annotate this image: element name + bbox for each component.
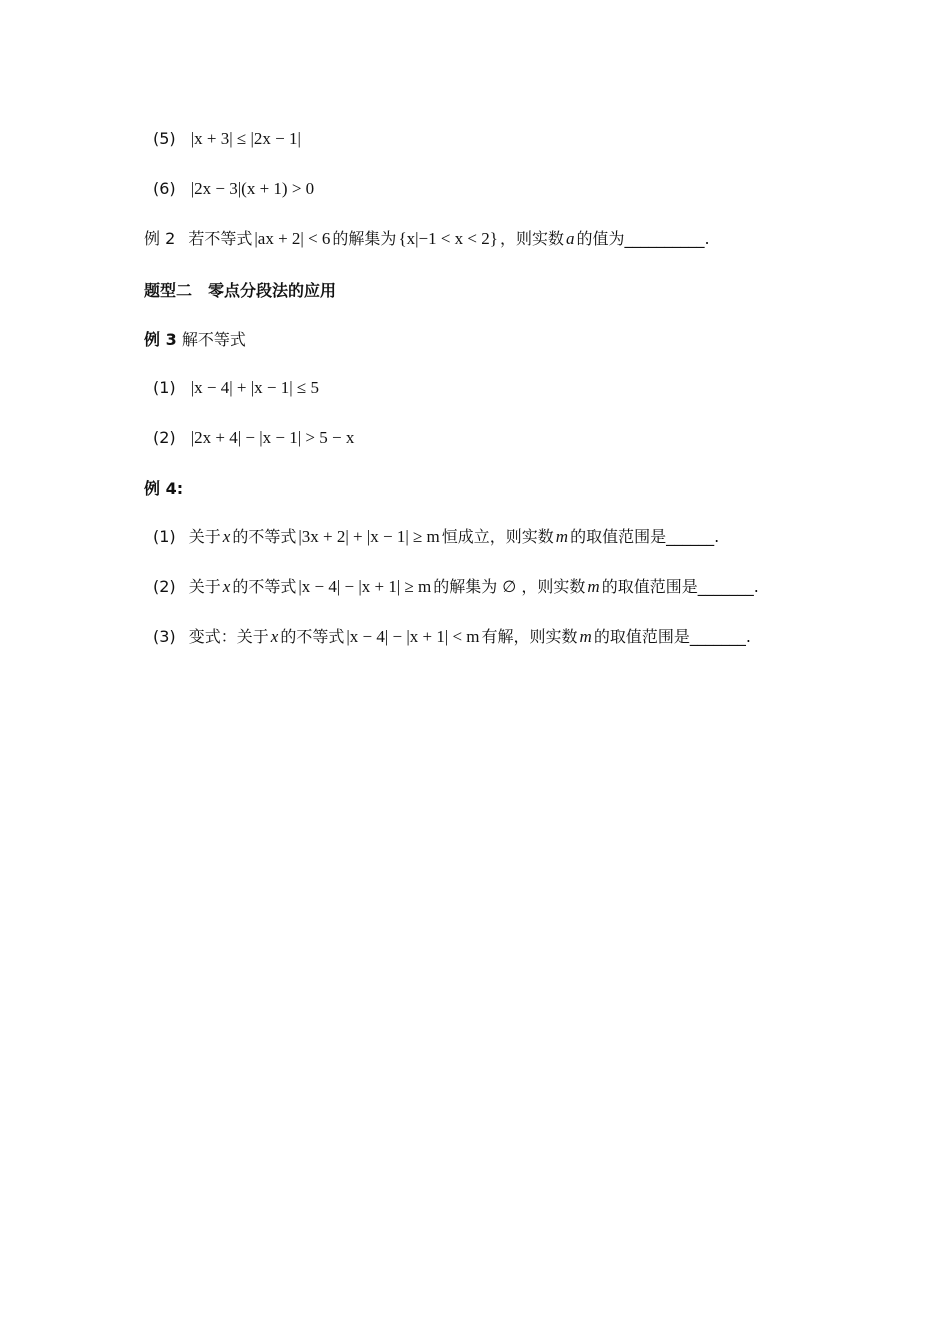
example-label: 例 2 [144,229,176,248]
math-variable: m [579,627,592,646]
example-label: 例 3 [144,330,177,349]
math-variable: x [270,627,279,646]
example-2 [144,227,710,251]
math-expression: |ax + 2| < 6 [254,229,331,248]
example-3-item-1 [153,376,321,400]
item-text: 恒成立，则实数 [441,527,554,546]
example-3-item-2 [153,426,356,450]
example-4-heading: 例 4: [144,479,184,498]
math-expression: |x + 3| ≤ |2x − 1| [190,129,301,148]
item-label: (2) [153,577,176,596]
math-expression: |x − 4| − |x + 1| < m [346,627,480,646]
example-text: 的值为__________. [576,229,710,248]
item-text: 关于 [188,577,221,596]
item-label: (2) [153,428,176,447]
example-3-heading [144,328,246,352]
item-text: 的不等式 [232,577,297,596]
item-text: 的取值范围是_______. [593,627,751,646]
item-label: (1) [153,378,176,397]
math-expression: |2x − 3|(x + 1) > 0 [190,179,315,198]
math-variable: x [222,577,231,596]
problem-6 [153,177,316,201]
math-expression: |x − 4| + |x − 1| ≤ 5 [190,378,319,397]
item-label: (5) [153,129,176,148]
math-expression: |2x + 4| − |x − 1| > 5 − x [190,428,355,447]
math-expression: |3x + 2| + |x − 1| ≥ m [298,527,440,546]
item-label: (3) [153,627,176,646]
item-text: 关于 [188,527,221,546]
item-text: 的不等式 [280,627,345,646]
problem-5 [153,127,303,151]
item-text: 的取值范围是_______. [601,577,759,596]
example-text: 解不等式 [181,330,246,349]
math-expression: |x − 4| − |x + 1| ≥ m [298,577,432,596]
item-text: 的不等式 [232,527,297,546]
math-expression: {x|−1 < x < 2} [398,229,498,248]
example-text: 若不等式 [188,229,253,248]
item-text: 的取值范围是______. [570,527,720,546]
example-4-item-3 [153,625,751,649]
math-variable: x [222,527,231,546]
item-text: 有解，则实数 [481,627,578,646]
section-title: 题型二 零点分段法的应用 [144,281,337,300]
math-variable: a [565,229,575,248]
example-text: ，则实数 [499,229,564,248]
math-variable: m [555,527,569,546]
example-4-item-2 [153,575,759,599]
item-text: 的解集为 ∅ ，则实数 [433,577,586,596]
item-text: 变式：关于 [188,627,269,646]
example-4-item-1 [153,525,719,549]
item-label: (1) [153,527,176,546]
math-variable: m [587,577,600,596]
item-label: (6) [153,179,176,198]
example-text: 的解集为 [332,229,397,248]
